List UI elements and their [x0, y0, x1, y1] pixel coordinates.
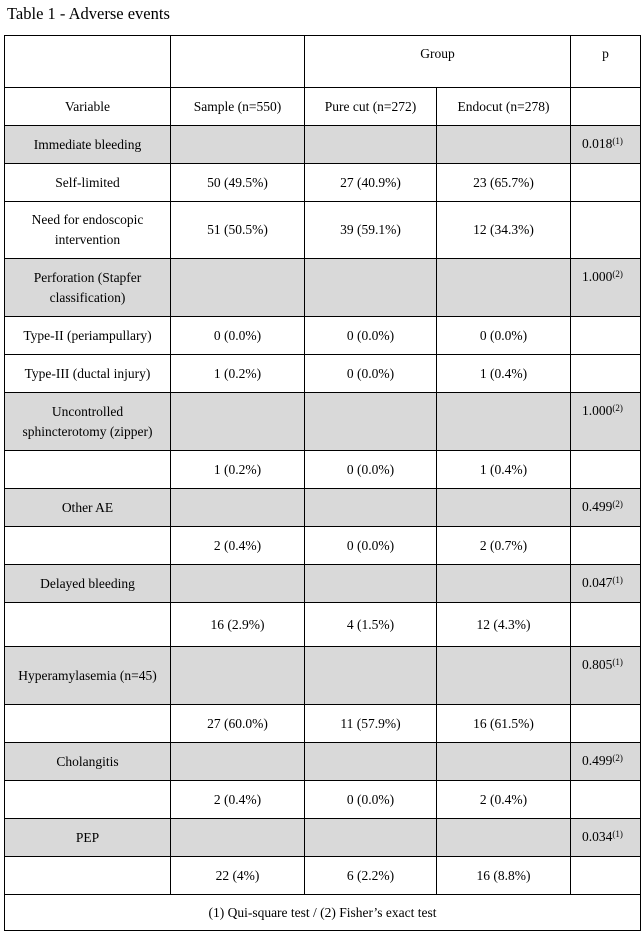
header-row-group: [5, 36, 641, 88]
pure-cut-cell: 0 (0.0%): [305, 317, 437, 355]
endocut-cell: 2 (0.4%): [437, 781, 571, 819]
endocut-cell: 23 (65.7%): [437, 164, 571, 202]
sample-cell: 0 (0.0%): [171, 317, 305, 355]
variable-header: Variable: [5, 88, 171, 126]
pure-cut-header: Pure cut (n=272): [305, 88, 437, 126]
header-row-columns: [5, 88, 641, 126]
pure-cut-cell: 0 (0.0%): [305, 355, 437, 393]
sample-cell: 16 (2.9%): [171, 603, 305, 647]
footnote-row: [5, 895, 641, 931]
p-header: p: [571, 36, 641, 88]
endocut-header: Endocut (n=278): [437, 88, 571, 126]
p-value: 0.499$^{(2)}$: [571, 489, 641, 527]
p-value: 1.000$^{(2)}$: [571, 259, 641, 317]
row-label: [5, 603, 171, 647]
section-label: Hyperamylasemia (n=45): [5, 647, 171, 705]
table-row: [5, 164, 641, 202]
section-label: Cholangitis: [5, 743, 171, 781]
table-row: [5, 317, 641, 355]
p-value: 0.805$^{(1)}$: [571, 647, 641, 705]
header-blank-cell: [571, 88, 641, 126]
section-label: Uncontrolled sphincterotomy (zipper): [5, 393, 171, 451]
row-label: [5, 527, 171, 565]
table-row: [5, 527, 641, 565]
group-header: Group: [305, 36, 571, 88]
section-label: Delayed bleeding: [5, 565, 171, 603]
table-row: [5, 603, 641, 647]
section-row: [5, 259, 641, 317]
endocut-cell: 12 (4.3%): [437, 603, 571, 647]
p-value: 0.018$^{(1)}$: [571, 126, 641, 164]
sample-cell: 50 (49.5%): [171, 164, 305, 202]
sample-cell: 27 (60.0%): [171, 705, 305, 743]
endocut-cell: 16 (61.5%): [437, 705, 571, 743]
table-row: [5, 355, 641, 393]
pure-cut-cell: 0 (0.0%): [305, 781, 437, 819]
pure-cut-cell: 0 (0.0%): [305, 451, 437, 489]
p-value: 0.499$^{(2)}$: [571, 743, 641, 781]
row-label: [5, 781, 171, 819]
sample-cell: 22 (4%): [171, 857, 305, 895]
endocut-cell: 16 (8.8%): [437, 857, 571, 895]
section-row: [5, 126, 641, 164]
sample-cell: 1 (0.2%): [171, 451, 305, 489]
row-label: Type-III (ductal injury): [5, 355, 171, 393]
p-value: 0.047$^{(1)}$: [571, 565, 641, 603]
table-row: [5, 705, 641, 743]
header-blank-cell: [171, 36, 305, 88]
endocut-cell: 1 (0.4%): [437, 451, 571, 489]
row-label: [5, 451, 171, 489]
section-label: PEP: [5, 819, 171, 857]
p-value: 1.000$^{(2)}$: [571, 393, 641, 451]
endocut-cell: 2 (0.7%): [437, 527, 571, 565]
section-label: Immediate bleeding: [5, 126, 171, 164]
endocut-cell: 0 (0.0%): [437, 317, 571, 355]
endocut-cell: 12 (34.3%): [437, 202, 571, 259]
table-row: [5, 857, 641, 895]
row-label: Type-II (periampullary): [5, 317, 171, 355]
footnote: (1) Qui-square test / (2) Fisher’s exact test: [5, 895, 641, 931]
section-row: [5, 743, 641, 781]
section-row: [5, 647, 641, 705]
pure-cut-cell: 11 (57.9%): [305, 705, 437, 743]
sample-cell: 1 (0.2%): [171, 355, 305, 393]
pure-cut-cell: 6 (2.2%): [305, 857, 437, 895]
endocut-cell: 1 (0.4%): [437, 355, 571, 393]
p-value: 0.034$^{(1)}$: [571, 819, 641, 857]
table-row: [5, 781, 641, 819]
sample-cell: 2 (0.4%): [171, 527, 305, 565]
adverse-events-table: [4, 35, 641, 931]
pure-cut-cell: 39 (59.1%): [305, 202, 437, 259]
section-row: [5, 565, 641, 603]
pure-cut-cell: 27 (40.9%): [305, 164, 437, 202]
section-row: [5, 489, 641, 527]
row-label: [5, 857, 171, 895]
pure-cut-cell: 4 (1.5%): [305, 603, 437, 647]
section-label: Other AE: [5, 489, 171, 527]
table-row: [5, 451, 641, 489]
row-label: Self-limited: [5, 164, 171, 202]
header-blank-cell: [5, 36, 171, 88]
row-label: Need for endoscopic intervention: [5, 202, 171, 259]
sample-cell: 2 (0.4%): [171, 781, 305, 819]
section-row: [5, 819, 641, 857]
pure-cut-cell: 0 (0.0%): [305, 527, 437, 565]
section-row: [5, 393, 641, 451]
row-label: [5, 705, 171, 743]
sample-header: Sample (n=550): [171, 88, 305, 126]
section-label: Perforation (Stapfer classification): [5, 259, 171, 317]
table-row: [5, 202, 641, 259]
sample-cell: 51 (50.5%): [171, 202, 305, 259]
table-title: Table 1 - Adverse events: [7, 4, 170, 23]
